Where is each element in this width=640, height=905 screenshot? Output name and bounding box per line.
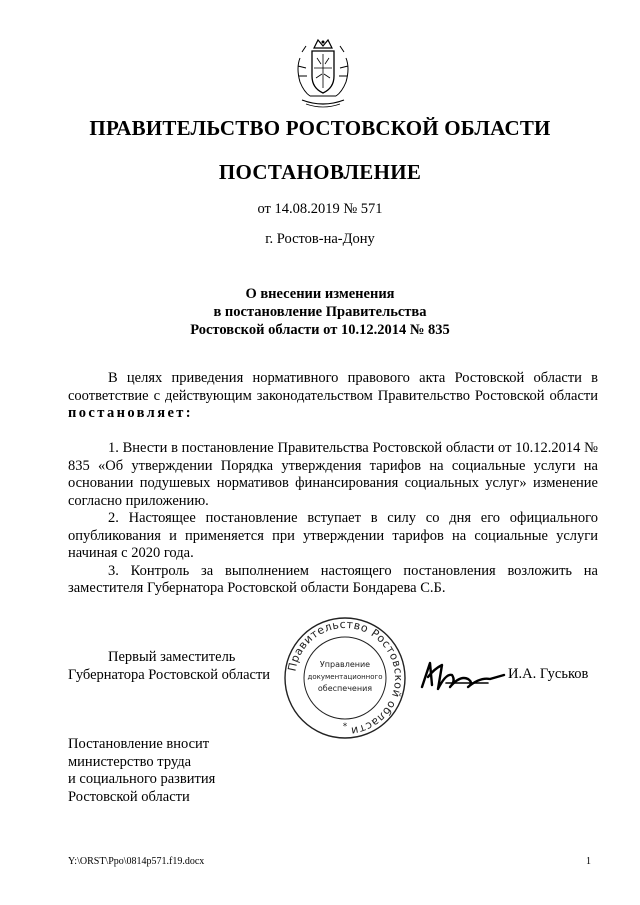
- decree-item-2: 2. Настоящее постановление вступает в силу со дня его официального опубликования и применяется при утверждении тарифов на социальные услуги начиная с 2020 года.: [68, 510, 598, 561]
- subject-line-2: в постановление Правительства: [213, 304, 427, 320]
- position-line-1: Первый заместитель: [108, 649, 236, 665]
- signatory-name: И.А. Гуськов: [508, 666, 589, 682]
- document-city: г. Ростов-на-Дону: [265, 231, 375, 247]
- subject-line-3: Ростовской области от 10.12.2014 № 835: [190, 322, 450, 338]
- decree-word: постановляет:: [68, 405, 194, 421]
- coat-of-arms-icon: [292, 38, 354, 110]
- decree-item-1: 1. Внести в постановление Правительства Ростовской области от 10.12.2014 № 835 «Об утверждении Порядка утверждения тарифов на социальные услуги на основании подушевых нормативов финансирования социальных услуг» изменение согласно приложению.: [68, 440, 598, 509]
- handwritten-signature: [416, 655, 508, 697]
- submitter-line-2: министерство труда: [68, 753, 192, 770]
- official-seal: [282, 615, 408, 741]
- subject-line-1: О внесении изменения: [245, 286, 395, 302]
- page-number: 1: [586, 856, 591, 867]
- document-subject: [0, 285, 640, 339]
- submitter-line-1: Постановление вносит: [68, 736, 210, 752]
- signatory-position: [68, 648, 270, 684]
- submitter-line-4: Ростовской области: [68, 788, 190, 805]
- decree-items: [68, 440, 598, 598]
- seal-inner-line-1: Управление: [319, 660, 371, 669]
- preamble-text: В целях приведения нормативного правового акта Ростовской области в соответствие с действующим законодательством Правительство Ростовской области: [68, 370, 598, 404]
- document-date-number: от 14.08.2019 № 571: [257, 201, 383, 217]
- submitter-block: [68, 736, 215, 806]
- submitter-line-3: и социального развития: [68, 771, 216, 787]
- seal-inner-line-2: документационного: [307, 673, 383, 681]
- preamble-paragraph: [68, 370, 598, 423]
- seal-outer-text: Правительство Ростовской области: [285, 617, 406, 738]
- seal-star-icon: *: [342, 722, 348, 732]
- file-path: Y:\ORST\Ppo\0814p571.f19.docx: [68, 856, 205, 867]
- document-type: ПОСТАНОВЛЕНИЕ: [218, 160, 422, 184]
- position-line-2: Губернатора Ростовской области: [68, 667, 271, 683]
- seal-inner-line-3: обеспечения: [317, 684, 373, 693]
- decree-item-3: 3. Контроль за выполнением настоящего постановления возложить на заместителя Губернатора Ростовской области Бондарева С.Б.: [68, 562, 598, 596]
- government-title: ПРАВИТЕЛЬСТВО РОСТОВСКОЙ ОБЛАСТИ: [89, 116, 551, 140]
